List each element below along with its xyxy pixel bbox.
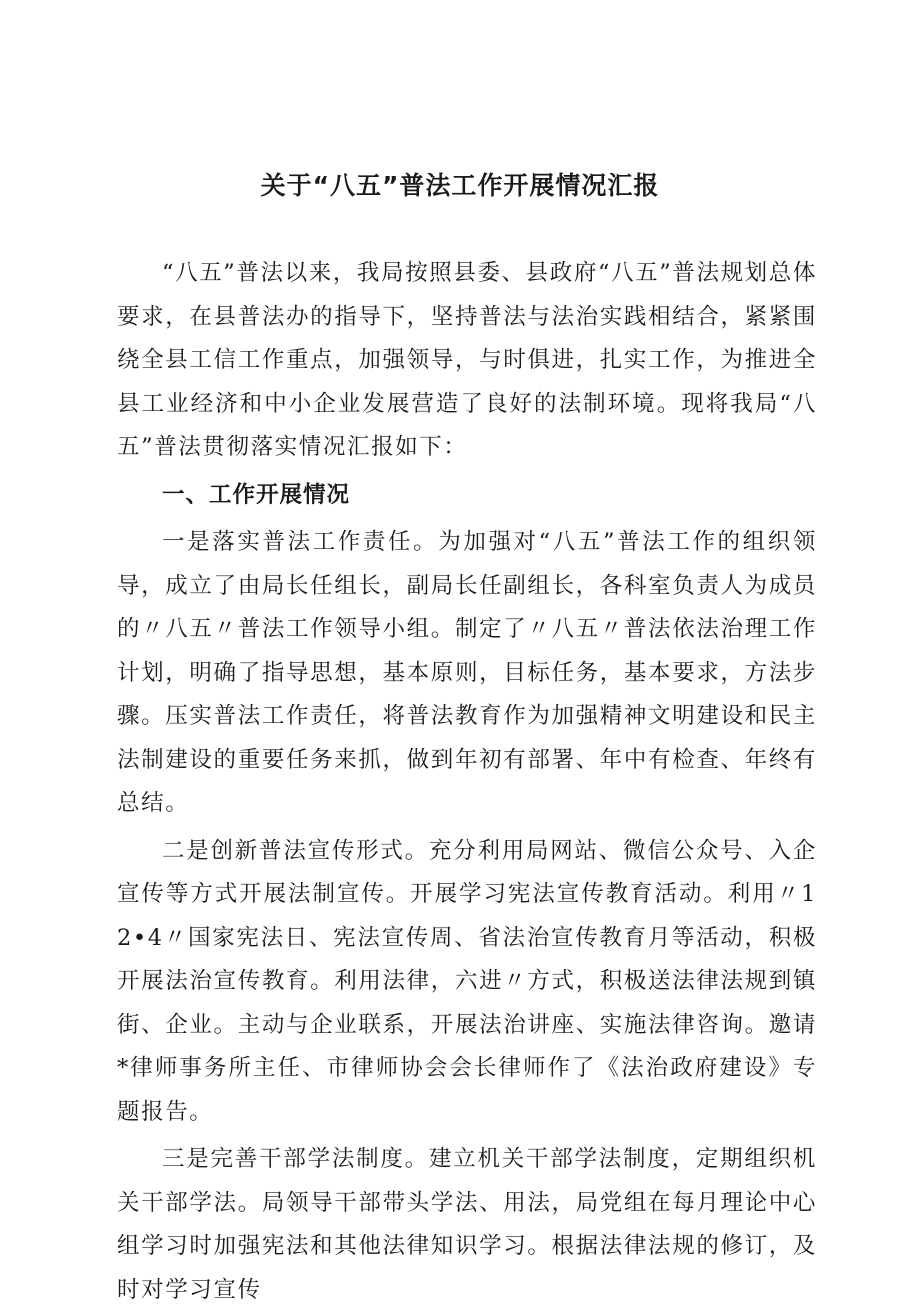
paragraph-publicity: 二是创新普法宣传形式。充分利用局网站、微信公众号、入企宣传等方式开展法制宣传。开展学习宪法宣传教育活动。利用〃12•4〃国家宪法日、宪法宣传周、省法治宣传教育月等活动，积极开展法治宣传教育。利用法律，六进〃方式，积极送法律法规到镇街、企业。主动与企业联系，开展法治讲座、实施法律咨询。邀请*律师事务所主任、市律师协会会长律师作了《法治政府建设》专题报告。 xyxy=(117,837,817,1125)
document-body xyxy=(117,252,817,1312)
intro-paragraph: “八五”普法以来，我局按照县委、县政府“八五”普法规划总体要求，在县普法办的指导下，坚持普法与法治实践相结合，紧紧围绕全县工信工作重点，加强领导，与时俱进，扎实工作，为推进全县工业经济和中小企业发展营造了良好的法制环境。现将我局“八五”普法贯彻落实情况汇报如下： xyxy=(117,260,817,460)
document-title: 关于“八五”普法工作开展情况汇报 xyxy=(260,171,660,200)
paragraph-cadre-study: 三是完善干部学法制度。建立机关干部学法制度，定期组织机关干部学法。局领导干部带头学法、用法，局党组在每月理论中心组学习时加强宪法和其他法律知识学习。根据法律法规的修订，及时对学习宣传 xyxy=(117,1146,817,1303)
paragraph-responsibility: 一是落实普法工作责任。为加强对“八五”普法工作的组织领导，成立了由局长任组长，副局长任副组长，各科室负责人为成员的〃八五〃普法工作领导小组。制定了〃八五〃普法依法治理工作计划，明确了指导思想，基本原则，目标任务，基本要求，方法步骤。压实普法工作责任，将普法教育作为加强精神文明建设和民主法制建设的重要任务来抓，做到年初有部署、年中有检查、年终有总结。 xyxy=(117,529,817,816)
section-heading-work-status: 一、工作开展情况 xyxy=(162,481,351,508)
